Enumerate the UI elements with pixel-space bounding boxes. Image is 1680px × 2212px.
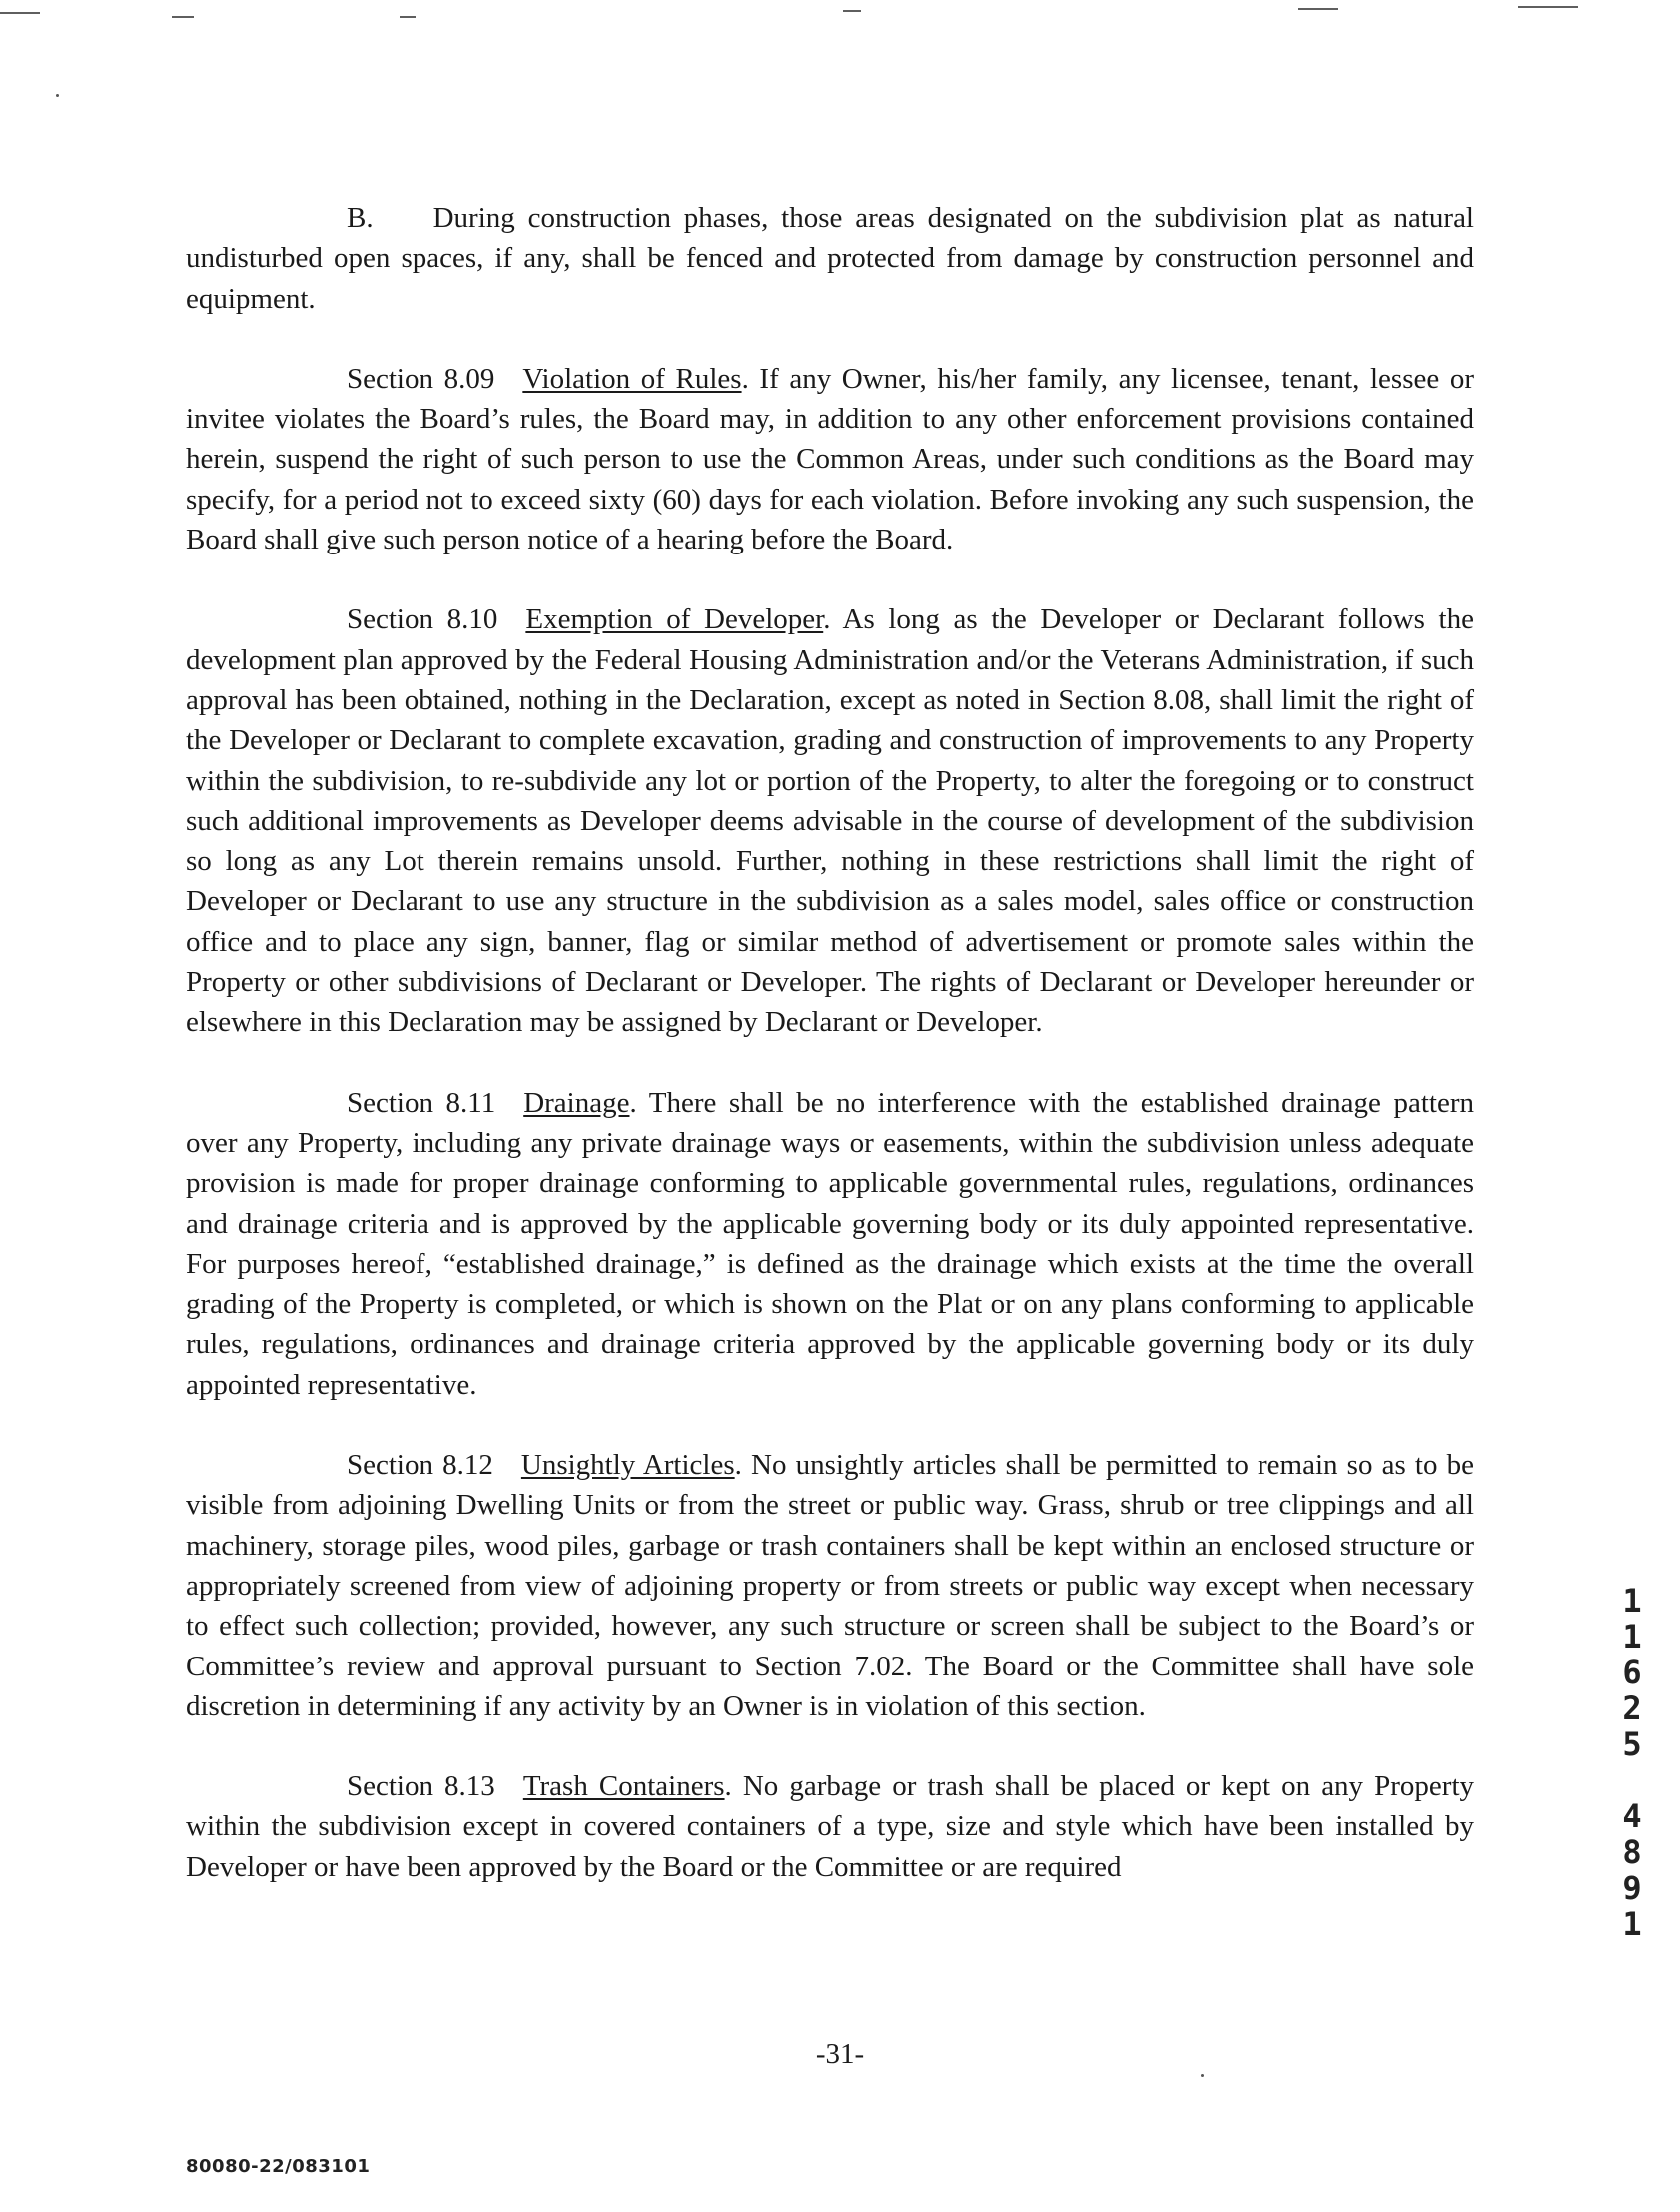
scan-artifact-4 (843, 10, 861, 12)
section-8-10-number: Section 8.10 (347, 603, 498, 636)
stamp-digit: 8 (1622, 1833, 1642, 1871)
section-8-12-heading: Unsightly Articles (520, 1449, 735, 1482)
section-8-12-text: . No unsightly articles shall be permitted to remain so as to be visible from adjoining Dwelling Units or from the street or public way. Grass, shrub or tree clippings and all machinery, storage piles, wood piles, garbage or trash containers shall be kept within an enclosed structure or appropriately screened from view of adjoining property or from streets or public way except when necessary to effect such collection; provided, however, any such structure or screen shall be subject to the Board’s or Committee’s review and approval pursuant to Section 7.02. The Board or the Committee shall have sole discretion in determining if any activity by an Owner is in violation of this section. (186, 1449, 1474, 1722)
section-8-13 (186, 1766, 1474, 1887)
scan-artifact-2 (172, 16, 194, 18)
section-8-12 (186, 1445, 1474, 1726)
section-8-13-number: Section 8.13 (347, 1770, 495, 1803)
section-8-09-text: . If any Owner, his/her family, any licensee, tenant, lessee or invitee violates the Board’s rules, the Board may, in addition to any other enforcement provisions contained herein, suspend the right of such person to use the Common Areas, under such conditions as the Board may specify, for a period not to exceed sixty (60) days for each violation. Before invoking any such suspension, the Board shall give such person notice of a hearing before the Board. (186, 362, 1474, 556)
section-8-10 (186, 599, 1474, 1042)
section-8-09-number: Section 8.09 (347, 362, 495, 395)
scan-artifact-5 (1298, 8, 1338, 10)
scan-speck-1 (56, 94, 59, 97)
stamp-digit: 1 (1622, 1618, 1642, 1656)
section-8-11-text: . There shall be no interference with the established drainage pattern over any Property, including any private drainage ways or easements, within the subdivision unless adequate provision is made for proper drainage conforming to applicable governmental rules, regulations, ordinances and drainage criteria and is approved by the applicable governing body or its duly appointed representative. For purposes hereof, “established drainage,” is defined as the drainage which exists at the time the overall grading of the Property is completed, or which is shown on the Plat or on any plans conforming to applicable rules, regulations, ordinances and drainage criteria approved by the applicable governing body or its duly appointed representative. (186, 1086, 1474, 1401)
scan-speck-2 (1201, 2074, 1204, 2077)
stamp-digit: 1 (1622, 1582, 1642, 1620)
section-8-11-heading: Drainage (523, 1086, 630, 1119)
recording-stamp (1612, 1583, 1652, 1942)
page-number: -31- (815, 2038, 865, 2070)
paragraph-b-text: During construction phases, those areas designated on the subdivision plat as natural undisturbed open spaces, if any, shall be fenced and protected from damage by construction personnel and equipment. (186, 202, 1474, 315)
section-8-13-heading: Trash Containers (522, 1770, 725, 1803)
scan-artifact-3 (400, 16, 416, 18)
stamp-digit: 2 (1622, 1689, 1642, 1727)
section-8-09 (186, 359, 1474, 559)
paragraph-b (186, 198, 1474, 319)
paragraph-b-label: B. (347, 202, 374, 234)
stamp-digit: 5 (1622, 1725, 1642, 1763)
section-8-11 (186, 1083, 1474, 1405)
scan-artifact-6 (1518, 6, 1578, 8)
scan-artifact-1 (0, 12, 40, 14)
stamp-digit: 6 (1622, 1654, 1642, 1691)
stamp-gap (1612, 1762, 1652, 1798)
section-8-10-heading: Exemption of Developer (525, 603, 824, 636)
section-8-11-number: Section 8.11 (347, 1086, 496, 1119)
section-8-13-text: . No garbage or trash shall be placed or kept on any Property within the subdivision except in covered containers of a type, size and style which have been installed by Developer or have been approved by the Board or the Committee or are required (186, 1770, 1475, 1883)
section-8-09-heading: Violation of Rules (522, 362, 742, 395)
stamp-digit: 4 (1622, 1797, 1642, 1835)
stamp-digit: 9 (1622, 1869, 1642, 1907)
document-code: 80080-22/083101 (186, 2156, 371, 2177)
section-8-12-number: Section 8.12 (347, 1449, 493, 1482)
stamp-digit: 1 (1622, 1905, 1642, 1943)
section-8-10-text: . As long as the Developer or Declarant follows the development plan approved by the Federal Housing Administration and/or the Veterans Administration, if such approval has been obtained, nothing in the Declaration, except as noted in Section 8.08, shall limit the right of the Developer or Declarant to complete excavation, grading and construction of improvements to any Property within the subdivision, to re-subdivide any lot or portion of the Property, to alter the foregoing or to construct such additional improvements as Developer deems advisable in the course of development of the subdivision so long as any Lot therein remains unsold. Further, nothing in these restrictions shall limit the right of Developer or Declarant to use any structure in the subdivision as a sales model, sales office or construction office and to place any sign, banner, flag or similar method of advertisement or promote sales within the Property or other subdivisions of Declarant or Developer. The rights of Declarant or Developer hereunder or elsewhere in this Declaration may be assigned by Declarant or Developer. (186, 603, 1474, 1039)
document-body (186, 198, 1474, 1887)
